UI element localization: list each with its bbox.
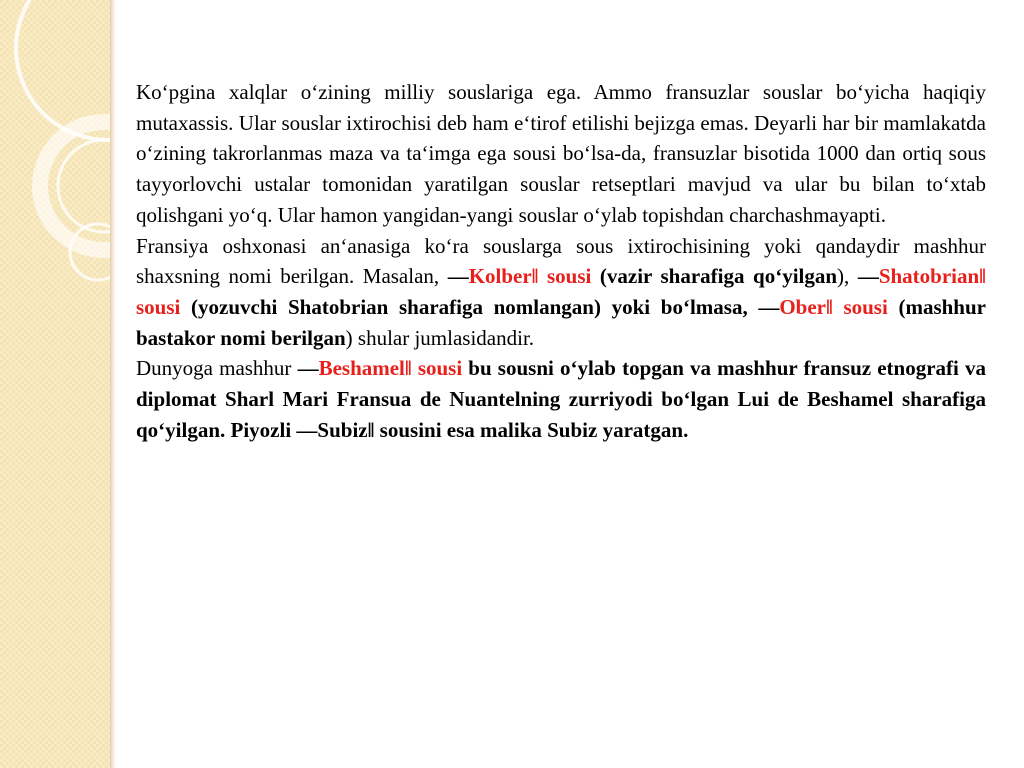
sauce-name-shatobrian: Shatobrian‖ sousi (136, 264, 986, 319)
p2-dash-3: ― (758, 294, 780, 319)
p2-dash-2: ― (857, 264, 879, 289)
p2-desc-1-close: ), (837, 264, 858, 289)
p2-intro: Fransiya oshxonasi an‘anasiga ko‘ra souslarga sous ixtirochisining yoki qandaydir mashhur shaxsning nomi berilgan. Masalan, (136, 233, 986, 289)
decorative-sidebar (0, 0, 110, 768)
paragraph-2 (136, 231, 986, 354)
p2-desc-3: (mashhur bastakor nomi berilgan (136, 294, 986, 350)
paragraph-1: Ko‘pgina xalqlar o‘zining milliy souslariga ega. Ammo fransuzlar souslar bo‘yicha haqiqiy mutaxassis. Ular souslar ixtirochisi deb ham e‘tirof etilishi bejizga emas. Deyarli har bir mamlakatda o‘zining takrorlanmas maza va ta‘imga ega sousi bo‘lsa-da, fransuzlar bisotida 1000 dan ortiq sous tayyorlovchi ustalar tomonidan yaratilgan souslar retseptlari mavjud va ular bu bilan to‘xtab qolishgani yo‘q. Ular hamon yangidan-yangi souslar o‘ylab topishdan charchashmayapti. (136, 80, 986, 227)
p2-desc-3-close: ) shular jumlasidandir. (345, 325, 535, 350)
p3-dash: ― (297, 356, 319, 381)
p2-desc-1-open: ( (591, 264, 607, 289)
p2-dash-1: ― (447, 264, 469, 289)
decorative-circles (0, 0, 110, 768)
p2-desc-1: vazir sharafiga qo‘yilgan (606, 264, 838, 289)
deco-ring-inner (58, 140, 110, 232)
sidebar-edge (110, 0, 116, 768)
sauce-name-kolber: Kolber‖ sousi (468, 264, 592, 289)
paragraph-3 (136, 353, 986, 445)
p2-desc-2: (yozuvchi Shatobrian sharafiga nomlangan) yoki bo‘lmasa, (180, 294, 759, 319)
slide-body (136, 77, 986, 445)
sauce-name-ober: Ober‖ sousi (779, 294, 888, 319)
p3-rest: bu sousni o‘ylab topgan va mashhur fransuz etnografi va diplomat Sharl Mari Fransua de Nuantelning zurriyodi bo‘lgan Lui de Beshamel sharafiga qo‘yilgan. Piyozli ―Subiz‖ sousini esa malika Subiz yaratgan. (136, 356, 986, 442)
sauce-name-beshamel: Beshamel‖ sousi (318, 356, 463, 381)
p3-intro: Dunyoga mashhur (136, 356, 298, 381)
